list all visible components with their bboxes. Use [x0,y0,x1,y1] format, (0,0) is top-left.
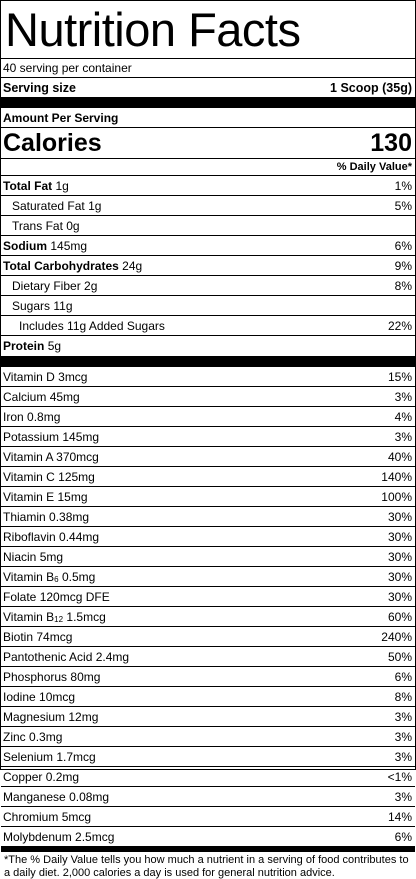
nutrient-row-sugars [1,296,415,316]
nutrient-row: Vitamin A 370mcg 40% [1,447,415,467]
amount-per-serving: Amount Per Serving [3,110,119,125]
daily-value-footnote: *The % Daily Value tells you how much a nutrient in a serving of food contributes to a daily diet. 2,000 calories a day is used for general nutrition advice. [4,854,409,879]
servings-row [1,59,415,78]
nutrient-dv: 8% [394,278,412,293]
thick-divider [1,98,415,108]
nutrient-row: Pantothenic Acid 2.4mg 50% [1,647,415,667]
nutrient-row: Niacin 5mg 30% [1,547,415,567]
nutrient-dv: 1% [394,178,412,193]
nutrient-row-total-carbohydrates [1,256,415,276]
nutrient-row-added-sugars [1,316,415,336]
nutrient-row: Selenium 1.7mcg 3% [1,747,415,767]
nutrient-row: Vitamin C 125mg 140% [1,467,415,487]
nutrient-dv: 22% [387,318,412,333]
daily-value-header-row [1,159,415,176]
vitamins-minerals-list [1,367,415,847]
nutrient-row: Chromium 5mcg 14% [1,807,415,827]
amount-per-serving-row [1,108,415,128]
nutrient-row: Copper 0.2mg <1% [1,767,415,787]
nutrient-row: Iodine 10mcg 8% [1,687,415,707]
calories-row [1,128,415,159]
nutrient-row: Calcium 45mg 3% [1,387,415,407]
nutrient-row: Vitamin $B_{12}$ 1.5mcg 60% [1,607,415,627]
nutrient-name-amount: Protein 5g [3,339,62,353]
nutrient-row: Iron 0.8mg 4% [1,407,415,427]
serving-size-value: 1 Scoop (35g) [330,80,412,95]
nutrient-row: Biotin 74mcg 240% [1,627,415,647]
nutrient-row: Potassium 145mg 3% [1,427,415,447]
nutrient-name-amount: Includes 11g Added Sugars [19,318,165,333]
nutrient-name-amount: Total Carbohydrates 24g [3,258,143,273]
nutrient-row: Molybdenum 2.5mcg 6% [1,827,415,847]
thick-divider-vitamins [1,357,415,367]
nutrient-name-amount: Trans Fat 0g [12,218,80,233]
label-title: Nutrition Facts [1,1,415,59]
nutrient-row: Phosphorus 80mg 6% [1,667,415,687]
nutrient-dv: 5% [394,198,412,213]
nutrient-row: Vitamin $B_6$ 0.5mg 30% [1,567,415,587]
nutrient-row-trans-fat [1,216,415,236]
nutrient-row-protein [1,336,415,357]
nutrient-dv: 9% [394,258,412,273]
nutrient-name-amount: Sugars 11g [12,298,73,313]
nutrient-row-saturated-fat [1,196,415,216]
nutrient-row-sodium [1,236,415,256]
nutrient-row: Manganese 0.08mg 3% [1,787,415,807]
daily-value-header: % Daily Value* [336,161,412,173]
nutrient-name-amount: Saturated Fat 1g [12,198,102,213]
nutrient-name-amount: Sodium 145mg [3,238,88,253]
calories-value: 130 [370,128,412,157]
nutrient-row: Vitamin D 3mcg 15% [1,367,415,387]
calories-label: Calories [3,128,102,157]
nutrient-row: Magnesium 12mg 3% [1,707,415,727]
nutrient-row: Riboflavin 0.44mg 30% [1,527,415,547]
nutrient-row-dietary-fiber [1,276,415,296]
nutrient-row: Vitamin E 15mg 100% [1,487,415,507]
nutrient-name-amount: Total Fat 1g [3,178,69,193]
nutrient-dv: 6% [394,238,412,253]
nutrient-row: Folate 120mcg DFE 30% [1,587,415,607]
nutrient-row-total-fat [1,176,415,196]
servings-per-container: 40 serving per container [3,61,132,75]
nutrient-row: Zinc 0.3mg 3% [1,727,415,747]
serving-size-row [1,78,415,98]
nutrient-row: Thiamin 0.38mg 30% [1,507,415,527]
serving-size-label: Serving size [3,80,76,95]
nutrient-name-amount: Dietary Fiber 2g [12,278,98,293]
